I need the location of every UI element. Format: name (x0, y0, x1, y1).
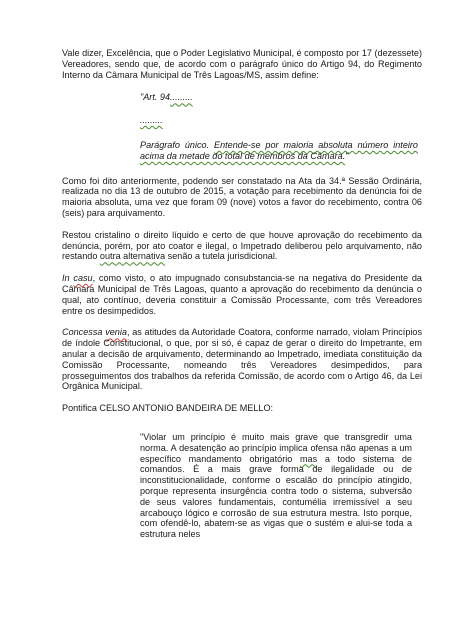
paragraph-in-casu: In casu, como visto, o ato impugnado consubstancia-se na negativa do Presidente da Câmara Municipal de Três Lagoas, quanto a aprovação do recebimento da denúncia o qual, ato contínuo, deveria constituir a Comissão Processante, com três Vereadores entre os desimpedidos. (62, 273, 422, 316)
paragrafo-text: Entende-se por maioria absoluta número inteiro acima da metade do total de membros da Câmara. (140, 139, 418, 161)
spell-mark: mas (299, 453, 318, 464)
paragraph-ata: Como foi dito anteriormente, podendo ser constatado na Ata da 34.ª Sessão Ordinária, realizada no dia 13 de outubro de 2015, a votação para recebimento da denúncia foi de maioria absoluta, uma vez que foram 09 (nove) votos a favor do recebimento, contra 06 (seis) para arquivamento. (62, 175, 422, 218)
paragraph-direito: Restou cristalino o direito líquido e certo de que houve aprovação do recebimento da denúncia, porém, por ato coator e ilegal, o Impetrado deliberou pelo arquivamento, não restando outra alternativa senão a tutela jurisdicional. (62, 229, 422, 262)
article-quote (62, 92, 422, 161)
spell-mark: outra alternativa (99, 251, 166, 262)
article-label: "Art. 94 (140, 92, 171, 103)
article-heading (140, 92, 418, 103)
paragraph-pontifica: Pontifica CELSO ANTONIO BANDEIRA DE MELLO: (62, 403, 274, 414)
spell-mark: casu (73, 273, 93, 284)
article-dots: ......... (170, 92, 193, 103)
paragrafo-unico: Parágrafo único. Entende-se por maioria absoluta número inteiro acima da metade do total de membros da Câmara." (140, 139, 418, 161)
article-ellipsis: ......... (140, 115, 163, 126)
spell-mark: venia (105, 327, 127, 338)
paragrafo-prefix: Parágrafo único. (140, 139, 215, 150)
citation-block: "Violar um princípio é muito mais grave que transgredir uma norma. A desatenção ao princípio implica ofensa não apenas a um específico mandamento obrigatório mas a todo sistema de comandos. É a mais grave forma de ilegalidade ou de inconstitucionalidade, conforme o escalão do princípio atingido, porque representa insurgência contra todo o sistema, subversão de seus valores fundamentais, contumélia irremissível a seu arcabouço lógico e corrosão de sua estrutura mestra. Isto porque, com ofendê-lo, abatem-se as vigas que o sustém e alui-se toda a estrutura neles (140, 431, 412, 540)
paragraph-concessa-venia: Concessa venia, as atitudes da Autoridade Coatora, conforme narrado, violam Princípios de índole Constitucional, o que, por si só, é capaz de gerar o direito do Impetrante, em anular a decisão de arquivamento, determinando ao Impetrado, imediata constituição da Comissão Processante, nomeando três Vereadores desimpedidos, para prosseguimentos dos trabalhos da referida Comissão, de acordo com o Artigo 46, da Lei Orgânica Municipal. (62, 327, 423, 392)
intro-paragraph: Vale dizer, Excelência, que o Poder Legislativo Municipal, é composto por 17 (dezessete) Vereadores, sendo que, de acordo com o parágrafo único do Artigo 94, do Regimento Interno da Câmara Municipal de Três Lagoas/MS, assim define: (62, 48, 422, 80)
